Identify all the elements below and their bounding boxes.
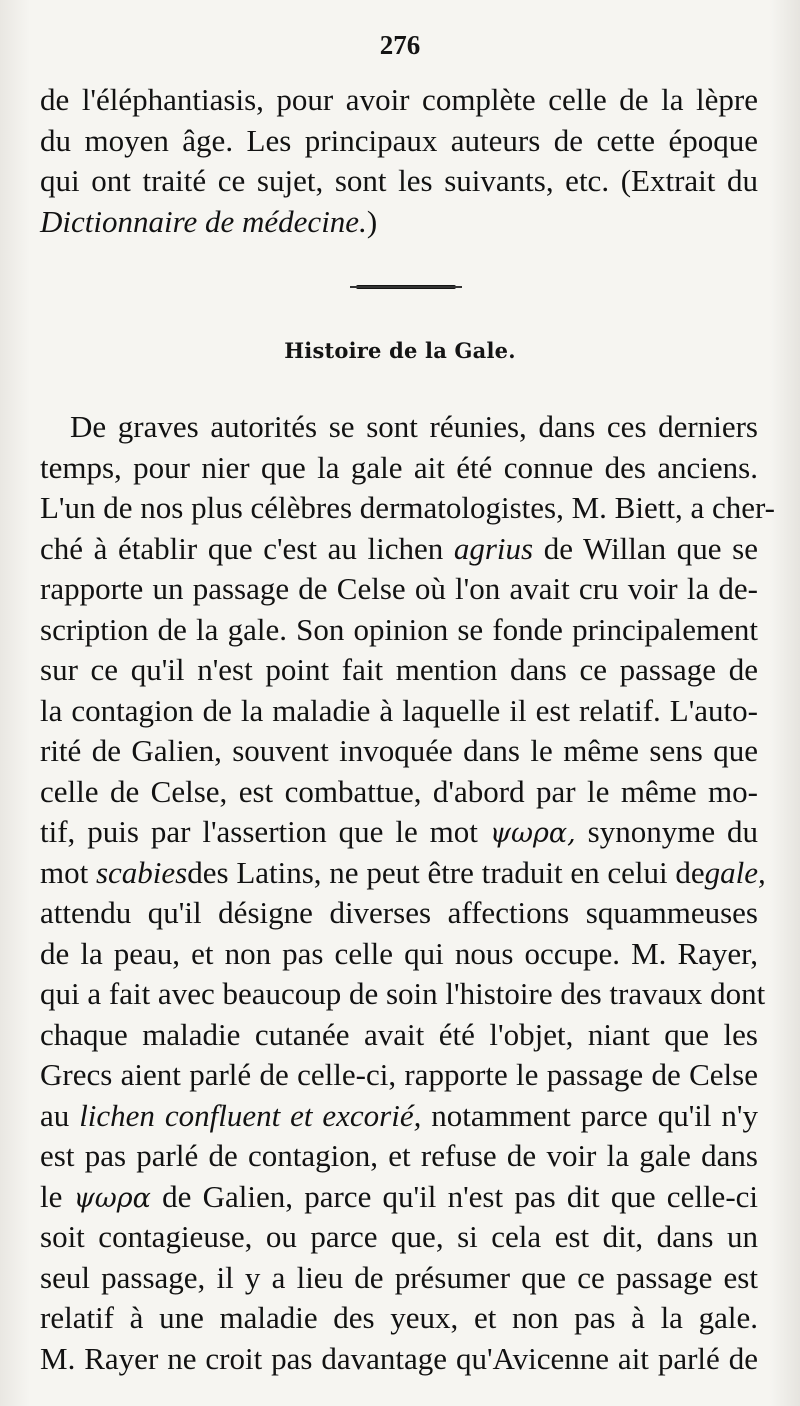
text-line: rapporte un passage de Celse où l'on avait cru voir la de- (40, 571, 758, 606)
text-line: relatif à une maladie des yeux, et non pas à la gale. (40, 1300, 758, 1335)
text-span: de Galien, parce qu'il n'est pas dit que celle-ci (162, 1178, 759, 1214)
text-line: la contagion de la maladie à laquelle il est relatif. L'auto- (40, 692, 758, 728)
text-line (40, 853, 766, 894)
text-line: du moyen âge. Les principaux auteurs de cette époque (40, 122, 758, 158)
greek-word: ψωρα (73, 1182, 151, 1214)
text-line: seul passage, il y a lieu de présumer que ce passage est (40, 1259, 758, 1295)
text-line: M. Rayer ne croit pas davantage qu'Avicenne ait parlé de (40, 1340, 758, 1376)
text-span: le (40, 1178, 63, 1214)
text-span: de Willan que se (543, 530, 758, 566)
section-divider (356, 285, 456, 289)
text-span: au (40, 1097, 70, 1133)
section-heading: Histoire de la Gale. (284, 338, 516, 363)
text-line: celle de Celse, est combattue, d'abord par le même mo- (40, 773, 758, 809)
text-line: Grecs aient parlé de celle-ci, rapporte le passage de Celse (40, 1057, 758, 1092)
text-line: est pas parlé de contagion, et refuse de voir la gale dans (40, 1138, 758, 1173)
text-line (40, 529, 758, 570)
intro-paragraph (40, 80, 758, 242)
page-number: 276 (379, 30, 421, 60)
text-line: soit contagieuse, ou parce que, si cela est dit, dans un (40, 1219, 758, 1254)
book-title: Dictionnaire de médecine. (40, 203, 367, 239)
text-line (40, 202, 758, 243)
text-line: de l'éléphantiasis, pour avoir complète celle de la lèpre (40, 82, 758, 117)
text-line (40, 1096, 758, 1137)
text-span: mot (40, 854, 89, 890)
text-line: sur ce qu'il n'est point fait mention dans ce passage de (40, 652, 758, 687)
italic-term: scabies (95, 854, 188, 890)
text-span: tif, puis par l'assertion que le mot (40, 814, 478, 849)
greek-word: ψωρα, (489, 818, 576, 849)
text-line: qui ont traité ce sujet, sont les suivants, etc. (Extrait du (40, 163, 758, 198)
text-span: notamment parce qu'il n'y (431, 1097, 759, 1133)
text-span: des Latins, ne peut être traduit en celui de (187, 854, 705, 890)
text-span: ché à établir que c'est au lichen (40, 530, 444, 566)
text-line: qui a fait avec beaucoup de soin l'histoire des travaux dont (40, 976, 766, 1011)
italic-term: agrius (453, 530, 534, 566)
text-line (40, 812, 758, 853)
body-paragraph (40, 407, 775, 1379)
text-line: attendu qu'il désigne diverses affections squammeuses (40, 895, 758, 930)
text-line: De graves autorités se sont réunies, dans ces derniers (70, 409, 758, 444)
text-line: L'un de nos plus célèbres dermatologistes, M. Biett, a cher- (40, 490, 775, 525)
text-line (40, 1177, 758, 1218)
text-line: rité de Galien, souvent invoquée dans le même sens que (40, 733, 758, 768)
italic-term: gale, (704, 854, 766, 890)
text-line: chaque maladie cutanée avait été l'objet, niant que les (40, 1016, 758, 1052)
text-line: temps, pour nier que la gale ait été connue des anciens. (40, 449, 758, 485)
text-span: synonyme du (587, 814, 759, 849)
closing-paren: ) (366, 203, 378, 239)
italic-term: lichen confluent et excorié, (79, 1097, 422, 1133)
text-line: de la peau, et non pas celle qui nous occupe. M. Rayer, (40, 935, 758, 971)
text-line: scription de la gale. Son opinion se fonde principalement (40, 611, 758, 647)
